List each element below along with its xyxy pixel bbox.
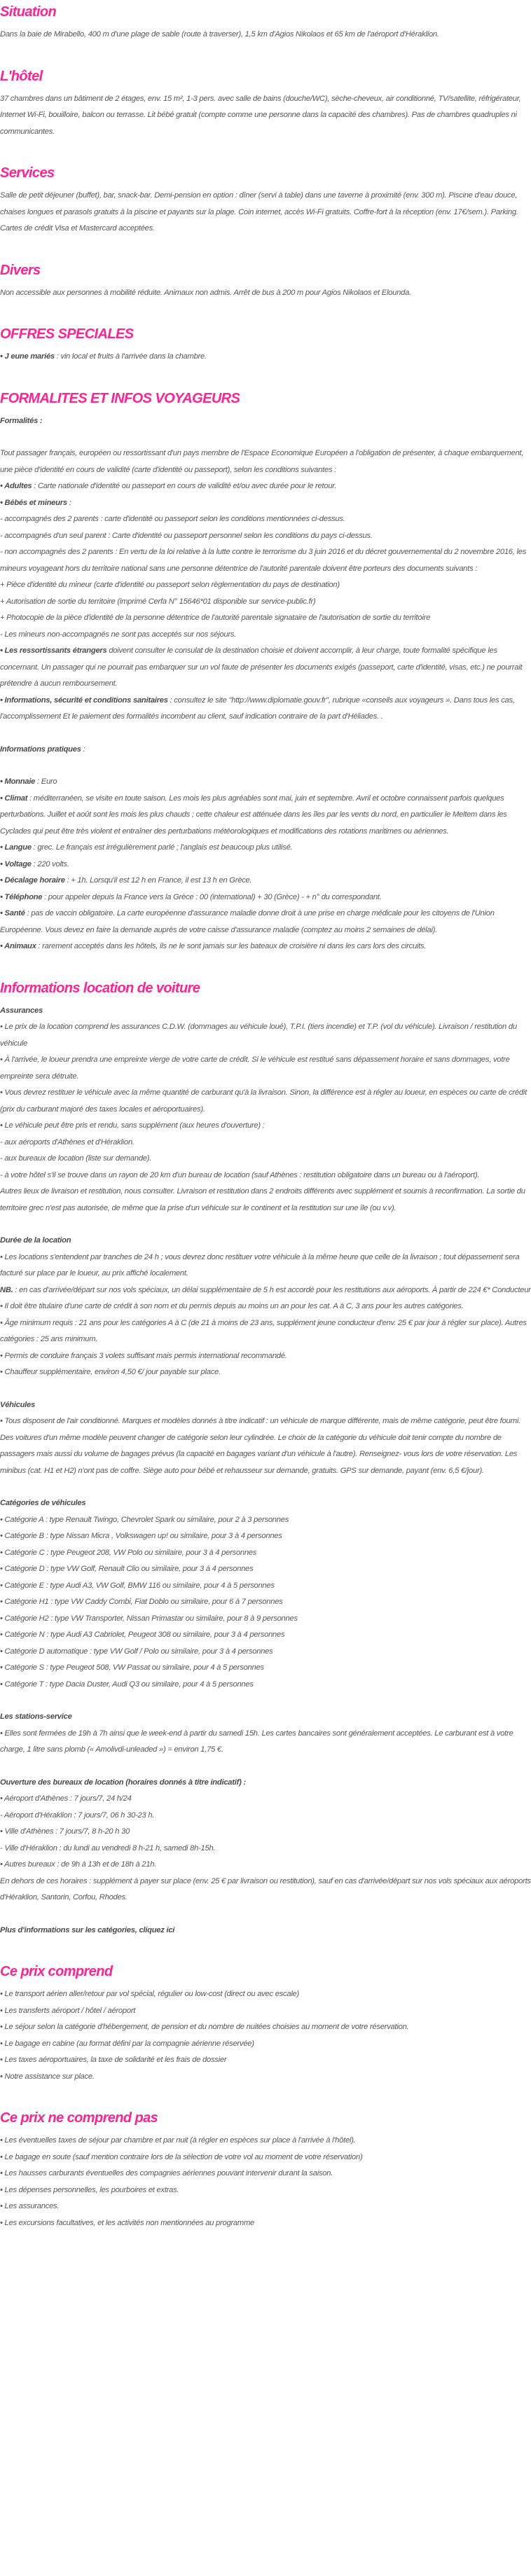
body-text: : méditerranéen, se visite en toute saison. Les mois les plus agréables sont mai, juin et septembre. Avril et octobre connaissent parfois quelques perturbations. Juillet et août sont les mois les plus chauds ; cette chaleur est atténuée dans les îles par les vents du nord, en particulier le Meltem dans les Cyclades qui peut être très violent et entraîner des perturbations météorologiques et modifications des rotations maritimes ou aériennes. xyxy=(0,794,507,836)
body-text: : pas de vaccin obligatoire. La carte européenne d'assurance maladie donne droit à une prise en charge médicale pour les citoyens de l'Union Européenne. Vous devez en faire la demande auprès de votre caisse d'assurance maladie (comptez au moins 2 semaines de délai). xyxy=(0,909,495,934)
text-line xyxy=(0,2069,531,2086)
body-text: • Catégorie C : type Peugeot 208, VW Polo ou similaire, pour 3 à 4 personnes xyxy=(0,1548,257,1557)
text-line xyxy=(0,1495,531,1512)
body-text: - accompagnés d'un seul parent : Carte d'identité ou passeport personnel selon les conditions du pays ci-dessus. xyxy=(0,531,373,540)
text-line xyxy=(0,693,531,726)
text-line xyxy=(0,1413,531,1479)
text-line xyxy=(0,1824,531,1841)
paragraph-block xyxy=(0,27,531,43)
text-line xyxy=(0,2003,531,2020)
text-line xyxy=(0,857,531,873)
body-text: • Catégorie H2 : type VW Transporter, Nissan Primastar ou similaire, pour 8 à 9 personnes xyxy=(0,1614,298,1623)
body-text: + Photocopie de la pièce d'identité de la personne détentrice de l'autorité parentale signataire de l'autorisation de sortie du territoire xyxy=(0,614,431,622)
text-line xyxy=(0,889,531,906)
text-line xyxy=(0,577,531,594)
body-text: • Vous devrez restituer le véhicule avec la même quantité de carburant qu'à la livraison. Sinon, la différence est à régler au loueur, en espèces ou carte de crédit (prix du carburant majoré des taxes locales et aéroportuaires). xyxy=(0,1088,527,1114)
body-text: • Catégorie T : type Dacia Duster, Audi Q3 ou similaire, pour 4 à 5 personnes xyxy=(0,1680,254,1689)
bold-label: Assurances xyxy=(0,1006,43,1015)
text-line xyxy=(0,774,531,791)
text-line xyxy=(0,627,531,644)
body-text: - Ville d'Héraklion : du lundi au vendredi 8 h-21 h, samedi 8h-15h. xyxy=(0,1843,216,1853)
text-line xyxy=(0,27,531,43)
body-text: • Le bagage en cabine (au format défini par la compagnie aérienne réservée) xyxy=(0,2039,254,2048)
section-heading: OFFRES SPECIALES xyxy=(0,326,134,342)
text-line xyxy=(0,495,531,512)
body-text: : rarement acceptés dans les hôtels, ils ne le sont jamais sur les bateaux de croisière ni dans les cars lors des circuits. xyxy=(36,942,427,950)
paragraph-block xyxy=(0,1986,531,2085)
text-line xyxy=(0,939,531,955)
body-text: : 220 volts. xyxy=(31,859,69,868)
body-text: En dehors de ces horaires : supplément à payer sur place (env. 25 € par livraison ou restitution), sauf en cas d'arrivée/départ sur nos vols spéciaux aux aéroports d'Héraklion, Santorin, Corfou, Rhodes. xyxy=(0,1876,531,1902)
bold-label: Véhicules xyxy=(0,1400,35,1409)
text-line xyxy=(0,742,531,759)
text-line xyxy=(0,1841,531,1857)
text-line xyxy=(0,2166,531,2182)
section-heading: Divers xyxy=(0,262,41,278)
body-text: : vin local et fruits à l'arrivée dans la chambre. xyxy=(54,352,207,361)
body-text: Tout passager français, européen ou ressortissant d'un pays membre de l'Espace Economique Européen a l'obligation de présenter, à chaque embarquement, une pièce d'identité en cours de validité (carte d'identité ou passeport), selon les conditions suivantes : xyxy=(0,449,524,474)
body-text: • Notre assistance sur place. xyxy=(0,2072,95,2081)
body-text: : en cas d'arrivée/départ sur nos vols spéciaux, un délai supplémentaire de 5 h est accordé pour les restitutions aux aéroports. À partir de 224 €* Conducteur xyxy=(13,1285,531,1294)
bold-label: Informations pratiques xyxy=(0,745,81,754)
bold-label: Les stations-service xyxy=(0,1712,72,1721)
bold-label: • Adultes xyxy=(0,482,32,490)
paragraph-block xyxy=(0,413,531,430)
body-text: • Les assurances. xyxy=(0,2202,60,2210)
bold-label: • Bébés et mineurs xyxy=(0,498,67,507)
body-text: • Les locations s'entendent par tranches de 24 h ; vous devrez donc restituer votre véhicule à la même heure que celle de la livraison ; tout dépassement sera facturé sur place par le loueur, au prix affiché localement. xyxy=(0,1252,520,1277)
body-text: : grec. Le français est irrégulièrement parlé ; l'anglais est beaucoup plus utilisé. xyxy=(31,843,293,852)
paragraph-block xyxy=(0,742,531,759)
body-text: • Les dépenses personnelles, les pourboires et extras. xyxy=(0,2185,179,2194)
bold-label: • J eune mariés xyxy=(0,352,55,361)
text-line xyxy=(0,1249,531,1282)
text-line xyxy=(0,1019,531,1052)
text-line xyxy=(0,1726,531,1759)
text-line xyxy=(0,2198,531,2215)
body-text: • Les taxes aéroportuaires, la taxe de solidarité et les frais de dossier xyxy=(0,2056,227,2064)
body-text: • Catégorie N : type Audi A3 Cabriolet, Peugeot 308 ou similaire, pour 3 à 4 personnes xyxy=(0,1630,285,1639)
text-line xyxy=(0,1874,531,1906)
paragraph-block xyxy=(0,2133,531,2231)
text-line xyxy=(0,2182,531,2199)
bold-label: • Les ressortissants étrangers xyxy=(0,646,107,655)
section-formalites-et-infos-voyageurs xyxy=(0,387,531,955)
bold-label: • Animaux xyxy=(0,942,36,950)
text-line xyxy=(0,2149,531,2166)
bold-label: Catégories de véhicules xyxy=(0,1499,86,1507)
body-text: • Les éventuelles taxes de séjour par chambre et par nuit (à régler en espèces sur place à l'arrivée à l'hôtel). xyxy=(0,2136,356,2145)
section-heading: Informations location de voiture xyxy=(0,980,200,996)
body-text: doivent consulter le consulat de la destination choisie et doivent accomplir, à leur charge, toute formalité spécifique les concernant. Un passager qui ne pourrait pas embarquer sur un vol faute de présenter les documents exigés (passeport, carte d'identité, visas, etc.) ne pourrait prétendre à aucun remboursement. xyxy=(0,646,523,688)
bold-label: NB. xyxy=(0,1285,13,1294)
body-text: • Âge minimum requis : 21 ans pour les catégories A à C (de 21 à moins de 23 ans, supplément jeune conducteur d'env. 25 € par jour à régler sur place). Autres catégories : 25 ans minimum. xyxy=(0,1318,527,1343)
section-heading: Ce prix comprend xyxy=(0,1964,113,1979)
text-line xyxy=(0,413,531,430)
bold-label: • Voltage xyxy=(0,859,32,868)
section-heading: Situation xyxy=(0,4,57,20)
paragraph-block xyxy=(0,91,531,141)
link-label[interactable]: Plus d'informations sur les catégories, cliquez ici xyxy=(0,1925,175,1934)
body-text: - Aéroport d'Héraklion : 7 jours/7, 06 h 30-23 h. xyxy=(0,1810,155,1820)
text-line xyxy=(0,906,531,939)
paragraph-block xyxy=(0,1233,531,1381)
body-text: • Le séjour selon la catégorie d'hébergement, de pension et du nombre de nuitées choisies au moment de votre réservation. xyxy=(0,2023,409,2031)
paragraph-block xyxy=(0,1003,531,1217)
body-text: Salle de petit déjeuner (buffet), bar, snack-bar. Demi-pension en option : dîner (servi à table) dans une taverne à proximité (env. 300 m). Piscine d'eau douce, chaises longues et parasols gratuits à la piscine et payants sur la plage. Coin internet, accès Wi-Fi gratuits. Coffre-fort à la réception (env. 17€/sem.). Parking. Cartes de crédit Visa et Mastercard acceptées. xyxy=(0,191,518,233)
body-text: • Catégorie B : type Nissan Micra , Volkswagen up! ou similaire, pour 3 à 4 personnes xyxy=(0,1532,282,1540)
body-text: Dans la baie de Mirabello, 400 m d'une plage de sable (route à traverser), 1,5 km d'Agios Nikolaos et 65 km de l'aéroport d'Héraklion. xyxy=(0,30,439,39)
body-text: 37 chambres dans un bâtiment de 2 étages, env. 15 m², 1-3 pers. avec salle de bains (douche/WC), sèche-cheveux, air conditionné, TV/satellite, réfrigérateur, Internet Wi-Fi, bouilloire, balcon ou terrasse. Lit bébé gratuit (compte comme une personne dans la capacité des chambres). Pas de chambres quadruples ni communicantes. xyxy=(0,94,521,136)
text-line xyxy=(0,1775,531,1792)
text-line xyxy=(0,528,531,545)
text-line xyxy=(0,1578,531,1595)
text-line xyxy=(0,1364,531,1381)
body-text: • Les excursions facultatives, et les activités non mentionnées au programme xyxy=(0,2218,254,2227)
text-line xyxy=(0,1808,531,1824)
paragraph-block xyxy=(0,774,531,955)
text-line xyxy=(0,1348,531,1365)
paragraph-block xyxy=(0,1775,531,1906)
paragraph-block xyxy=(0,349,531,366)
paragraph-block xyxy=(0,1397,531,1480)
body-text: : xyxy=(81,745,85,754)
text-line xyxy=(0,91,531,141)
text-line xyxy=(0,1660,531,1677)
body-text: - Les mineurs non-accompagnés ne sont pas acceptés sur nos séjours. xyxy=(0,630,237,639)
text-line xyxy=(0,1233,531,1249)
text-line xyxy=(0,1118,531,1135)
text-line xyxy=(0,2052,531,2069)
body-text: + Autorisation de sortie du territoire (imprimé Cerfa N° 15646*01 disponible sur service-public.fr) xyxy=(0,597,316,606)
text-line xyxy=(0,1791,531,1808)
text-line xyxy=(0,2215,531,2232)
bold-label: • Monnaie xyxy=(0,777,36,786)
bold-label: • Langue xyxy=(0,843,32,852)
text-line xyxy=(0,873,531,889)
body-text: - à votre hôtel s'il se trouve dans un rayon de 20 km d'un bureau de location (sauf Athènes : restitution obligatoire dans un bureau ou à l'aéroport). xyxy=(0,1170,480,1179)
section-heading: FORMALITES ET INFOS VOYAGEURS xyxy=(0,390,240,406)
text-line xyxy=(0,188,531,237)
body-text: • Elles sont fermées de 19h à 7h ainsi que le week-end à partir du samedi 15h. Les cartes bancaires sont généralement acceptées. Le carburant est à votre charge, 1 litre sans plomb (« Amolivdi-unleaded ») = environ 1,75 €. xyxy=(0,1729,513,1754)
body-text: • À l'arrivée, le loueur prendra une empreinte vierge de votre carte de crédit. Si le véhicule est restitué sans dépassement horaire et sans dommages, votre empreinte sera détruite. xyxy=(0,1055,510,1081)
text-line xyxy=(0,1052,531,1085)
bold-label: • Santé xyxy=(0,909,25,917)
bold-label: Ouverture des bureaux de location (horaires donnés à titre indicatif) : xyxy=(0,1778,246,1787)
body-text: - aux aéroports d'Athènes et d'Héraklion. xyxy=(0,1137,135,1147)
paragraph-block xyxy=(0,1709,531,1759)
body-text: • Chauffeur supplémentaire, environ 4,50 €/ jour payable sur place. xyxy=(0,1368,221,1376)
text-line xyxy=(0,1085,531,1118)
bold-label: • Informations, sécurité et conditions sanitaires xyxy=(0,695,168,705)
text-line xyxy=(0,2036,531,2053)
section-situation xyxy=(0,0,531,43)
paragraph-block xyxy=(0,1923,531,1939)
text-line xyxy=(0,511,531,528)
text-line xyxy=(0,1561,531,1578)
text-line xyxy=(0,478,531,495)
bold-label: Formalités : xyxy=(0,416,43,425)
text-line xyxy=(0,1709,531,1726)
body-text: : pour appeler depuis la France vers la Grèce : 00 (international) + 30 (Grèce) - + n° du correspondant. xyxy=(42,892,382,901)
text-line xyxy=(0,1512,531,1529)
body-text: : + 1h. Lorsqu'il est 12 h en France, il est 13 h en Grèce. xyxy=(64,876,252,885)
body-text: Non accessible aux personnes à mobilité réduite. Animaux non admis. Arrêt de bus à 200 m pour Agios Nikolaos et Elounda. xyxy=(0,288,411,297)
text-line xyxy=(0,1528,531,1545)
text-line xyxy=(0,1299,531,1315)
body-text: • Catégorie E : type Audi A3, VW Golf, BMW 116 ou similaire, pour 4 à 5 personnes xyxy=(0,1581,275,1590)
text-line xyxy=(0,349,531,366)
text-line xyxy=(0,544,531,577)
paragraph-block xyxy=(0,285,531,302)
section-heading: L'hôtel xyxy=(0,68,43,84)
section-heading: Services xyxy=(0,165,55,181)
text-line xyxy=(0,594,531,611)
text-line xyxy=(0,2133,531,2149)
section-services xyxy=(0,161,531,237)
body-text: • Les hausses carburants éventuelles des compagnies aériennes pouvant intervenir durant la saison. xyxy=(0,2169,333,2177)
text-line xyxy=(0,1986,531,2003)
text-line xyxy=(0,1677,531,1694)
body-text: • Les transferts aéroport / hôtel / aéroport xyxy=(0,2006,136,2015)
body-text: : Carte nationale d'identité ou passeport en cours de validité et/ou avec durée pour le retour. xyxy=(32,482,337,490)
body-text: - non accompagnés des 2 parents : En vertu de la loi relative à la lutte contre le terrorisme du 3 juin 2016 et du décret gouvernemental du 2 novembre 2016, les mineurs voyageant hors du territoire national sans une personne détentrice de l'autorité parentale doivent être porteurs des documents suivants : xyxy=(0,548,527,573)
body-text: • Catégorie H1 : type VW Caddy Combi, Fiat Doblo ou similaire, pour 6 à 7 personnes xyxy=(0,1598,283,1606)
bold-label: Durée de la location xyxy=(0,1236,71,1245)
text-line xyxy=(0,1184,531,1217)
text-line xyxy=(0,791,531,840)
bold-label: • Climat xyxy=(0,794,28,803)
body-text: : consultez le site "http://www.diplomatie.gouv.fr", rubrique «conseils aux voyageurs ». Dans tous les cas, l'accomplissement Et le paiement des formalités incombent au client, sauf indication contraire de la part d'Héliades. . xyxy=(0,695,515,721)
text-line xyxy=(0,643,531,693)
section-l-hotel xyxy=(0,64,531,141)
body-text: • Il doit être titulaire d'une carte de crédit à son nom et du permis depuis au moins un an pour les cat. A à C, 3 ans pour les autres catégories. xyxy=(0,1302,464,1310)
section-divers xyxy=(0,258,531,302)
section-heading: Ce prix ne comprend pas xyxy=(0,2110,158,2126)
bold-label: • Téléphone xyxy=(0,892,43,901)
body-text: + Pièce d'identité du mineur (carte d'identité ou passeport selon règlementation du pays de destination) xyxy=(0,581,340,589)
body-text: • Autres bureaux : de 9h à 13h et de 18h à 21h. xyxy=(0,1860,157,1869)
text-line xyxy=(0,1003,531,1020)
section-offres-speciales xyxy=(0,322,531,366)
text-line xyxy=(0,610,531,627)
body-text: • Aéroport d'Athènes : 7 jours/7, 24 h/24 xyxy=(0,1794,132,1803)
categories-info-link[interactable] xyxy=(0,1923,531,1939)
paragraph-block xyxy=(0,188,531,237)
body-text: • Le bagage en soute (sauf mention contraire lors de la sélection de votre vol au moment de votre réservation) xyxy=(0,2152,363,2161)
body-text: • Catégorie D automatique : type VW Golf / Polo ou similaire, pour 3 à 4 personnes xyxy=(0,1647,273,1656)
text-line xyxy=(0,1857,531,1874)
body-text: • Le prix de la location comprend les assurances C.D.W. (dommages au véhicule loué), T.P.I. (tiers incendie) et T.P. (vol du véhicule). Livraison / restitution du véhicule xyxy=(0,1023,517,1048)
text-line xyxy=(0,1151,531,1168)
body-text: - accompagnés des 2 parents : carte d'identité ou passeport selon les conditions mentionnées ci-dessus. xyxy=(0,515,345,523)
paragraph-block xyxy=(0,445,531,726)
body-text: • Catégorie A : type Renault Twingo, Chevrolet Spark ou similaire, pour 2 à 3 personnes xyxy=(0,1515,289,1524)
body-text: Autres lieux de livraison et restitution, nous consulter. Livraison et restitution dans 2 endroits différents avec supplément et soumis à reconfirmation. La sortie du territoire grec n'est pas autorisée, de même que la prise d'un véhicule sur le continent et la restitution sur une île (ou v.v). xyxy=(0,1187,525,1212)
text-line xyxy=(0,1282,531,1299)
text-line xyxy=(0,1644,531,1661)
text-line xyxy=(0,1397,531,1414)
text-line xyxy=(0,285,531,302)
text-line xyxy=(0,1545,531,1562)
body-text: : xyxy=(67,498,71,507)
text-line xyxy=(0,2019,531,2036)
body-text: - aux bureaux de location (liste sur demande). xyxy=(0,1154,152,1163)
body-text: • Catégorie D : type VW Golf, Renault Clio ou similaire, pour 3 à 4 personnes xyxy=(0,1565,254,1573)
body-text: • Permis de conduire français 3 volets suffisant mais permis international recommandé. xyxy=(0,1351,287,1360)
text-line xyxy=(0,1594,531,1611)
text-line xyxy=(0,445,531,478)
body-text: • Catégorie S : type Peugeot 508, VW Passat ou similaire, pour 4 à 5 personnes xyxy=(0,1663,264,1672)
text-line xyxy=(0,1611,531,1628)
section-ce-prix-ne-comprend-pas xyxy=(0,2106,531,2231)
body-text: • Tous disposent de l'air conditionné. Marques et modèles donnés à titre indicatif : un véhicule de marque différente, mais de même catégorie, peut être fourni. Des voitures d'un même modèle peuvent changer de catégorie selon leur cylindrée. Le choix de la catégorie du véhicule doit tenir compte du nombre de passagers mais aussi du volume de bagages prévus (la capacité en bagages variant d'un véhicule à l'autre). Renseignez- vous lors de votre réservation. Les minibus (cat. H1 et H2) n'ont pas de coffre. Siège auto pour bébé et rehausseur sur demande, gratuits. GPS sur demande, payant (env. 6,5 €/jour). xyxy=(0,1417,520,1475)
text-line xyxy=(0,1135,531,1151)
text-line xyxy=(0,1315,531,1348)
text-line xyxy=(0,840,531,857)
body-text: : Euro xyxy=(35,777,57,786)
text-line xyxy=(0,1627,531,1644)
section-ce-prix-comprend xyxy=(0,1960,531,2085)
section-informations-location-de-voiture xyxy=(0,976,531,1939)
body-text: • Le véhicule peut être pris et rendu, sans supplément (aux heures d'ouverture) : xyxy=(0,1121,265,1130)
bold-label: • Décalage horaire xyxy=(0,876,65,885)
paragraph-block xyxy=(0,1495,531,1693)
text-line xyxy=(0,1168,531,1184)
body-text: • Le transport aérien aller/retour par vol spécial, régulier ou low-cost (direct ou avec escale) xyxy=(0,1990,300,1998)
body-text: • Ville d'Athènes : 7 jours/7, 8 h-20 h 30 xyxy=(0,1827,130,1836)
